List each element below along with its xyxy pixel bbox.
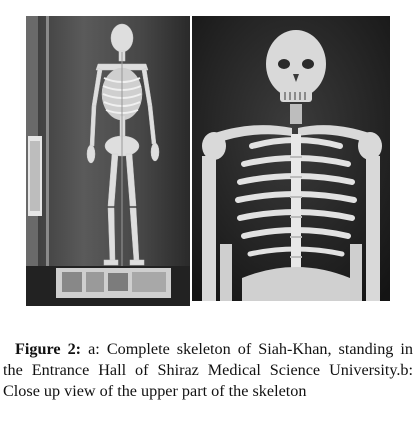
figure-label: Figure 2:: [15, 340, 82, 358]
photo-panel-b: [192, 16, 390, 301]
figure-caption-text: a: Complete skeleton of Siah-Khan, standing in the Entrance Hall of Shiraz Medical Science University.b: Close up view of the upper part of the skeleton: [3, 340, 413, 400]
figure-caption: [3, 339, 413, 402]
photo-panel-a: [26, 16, 190, 306]
